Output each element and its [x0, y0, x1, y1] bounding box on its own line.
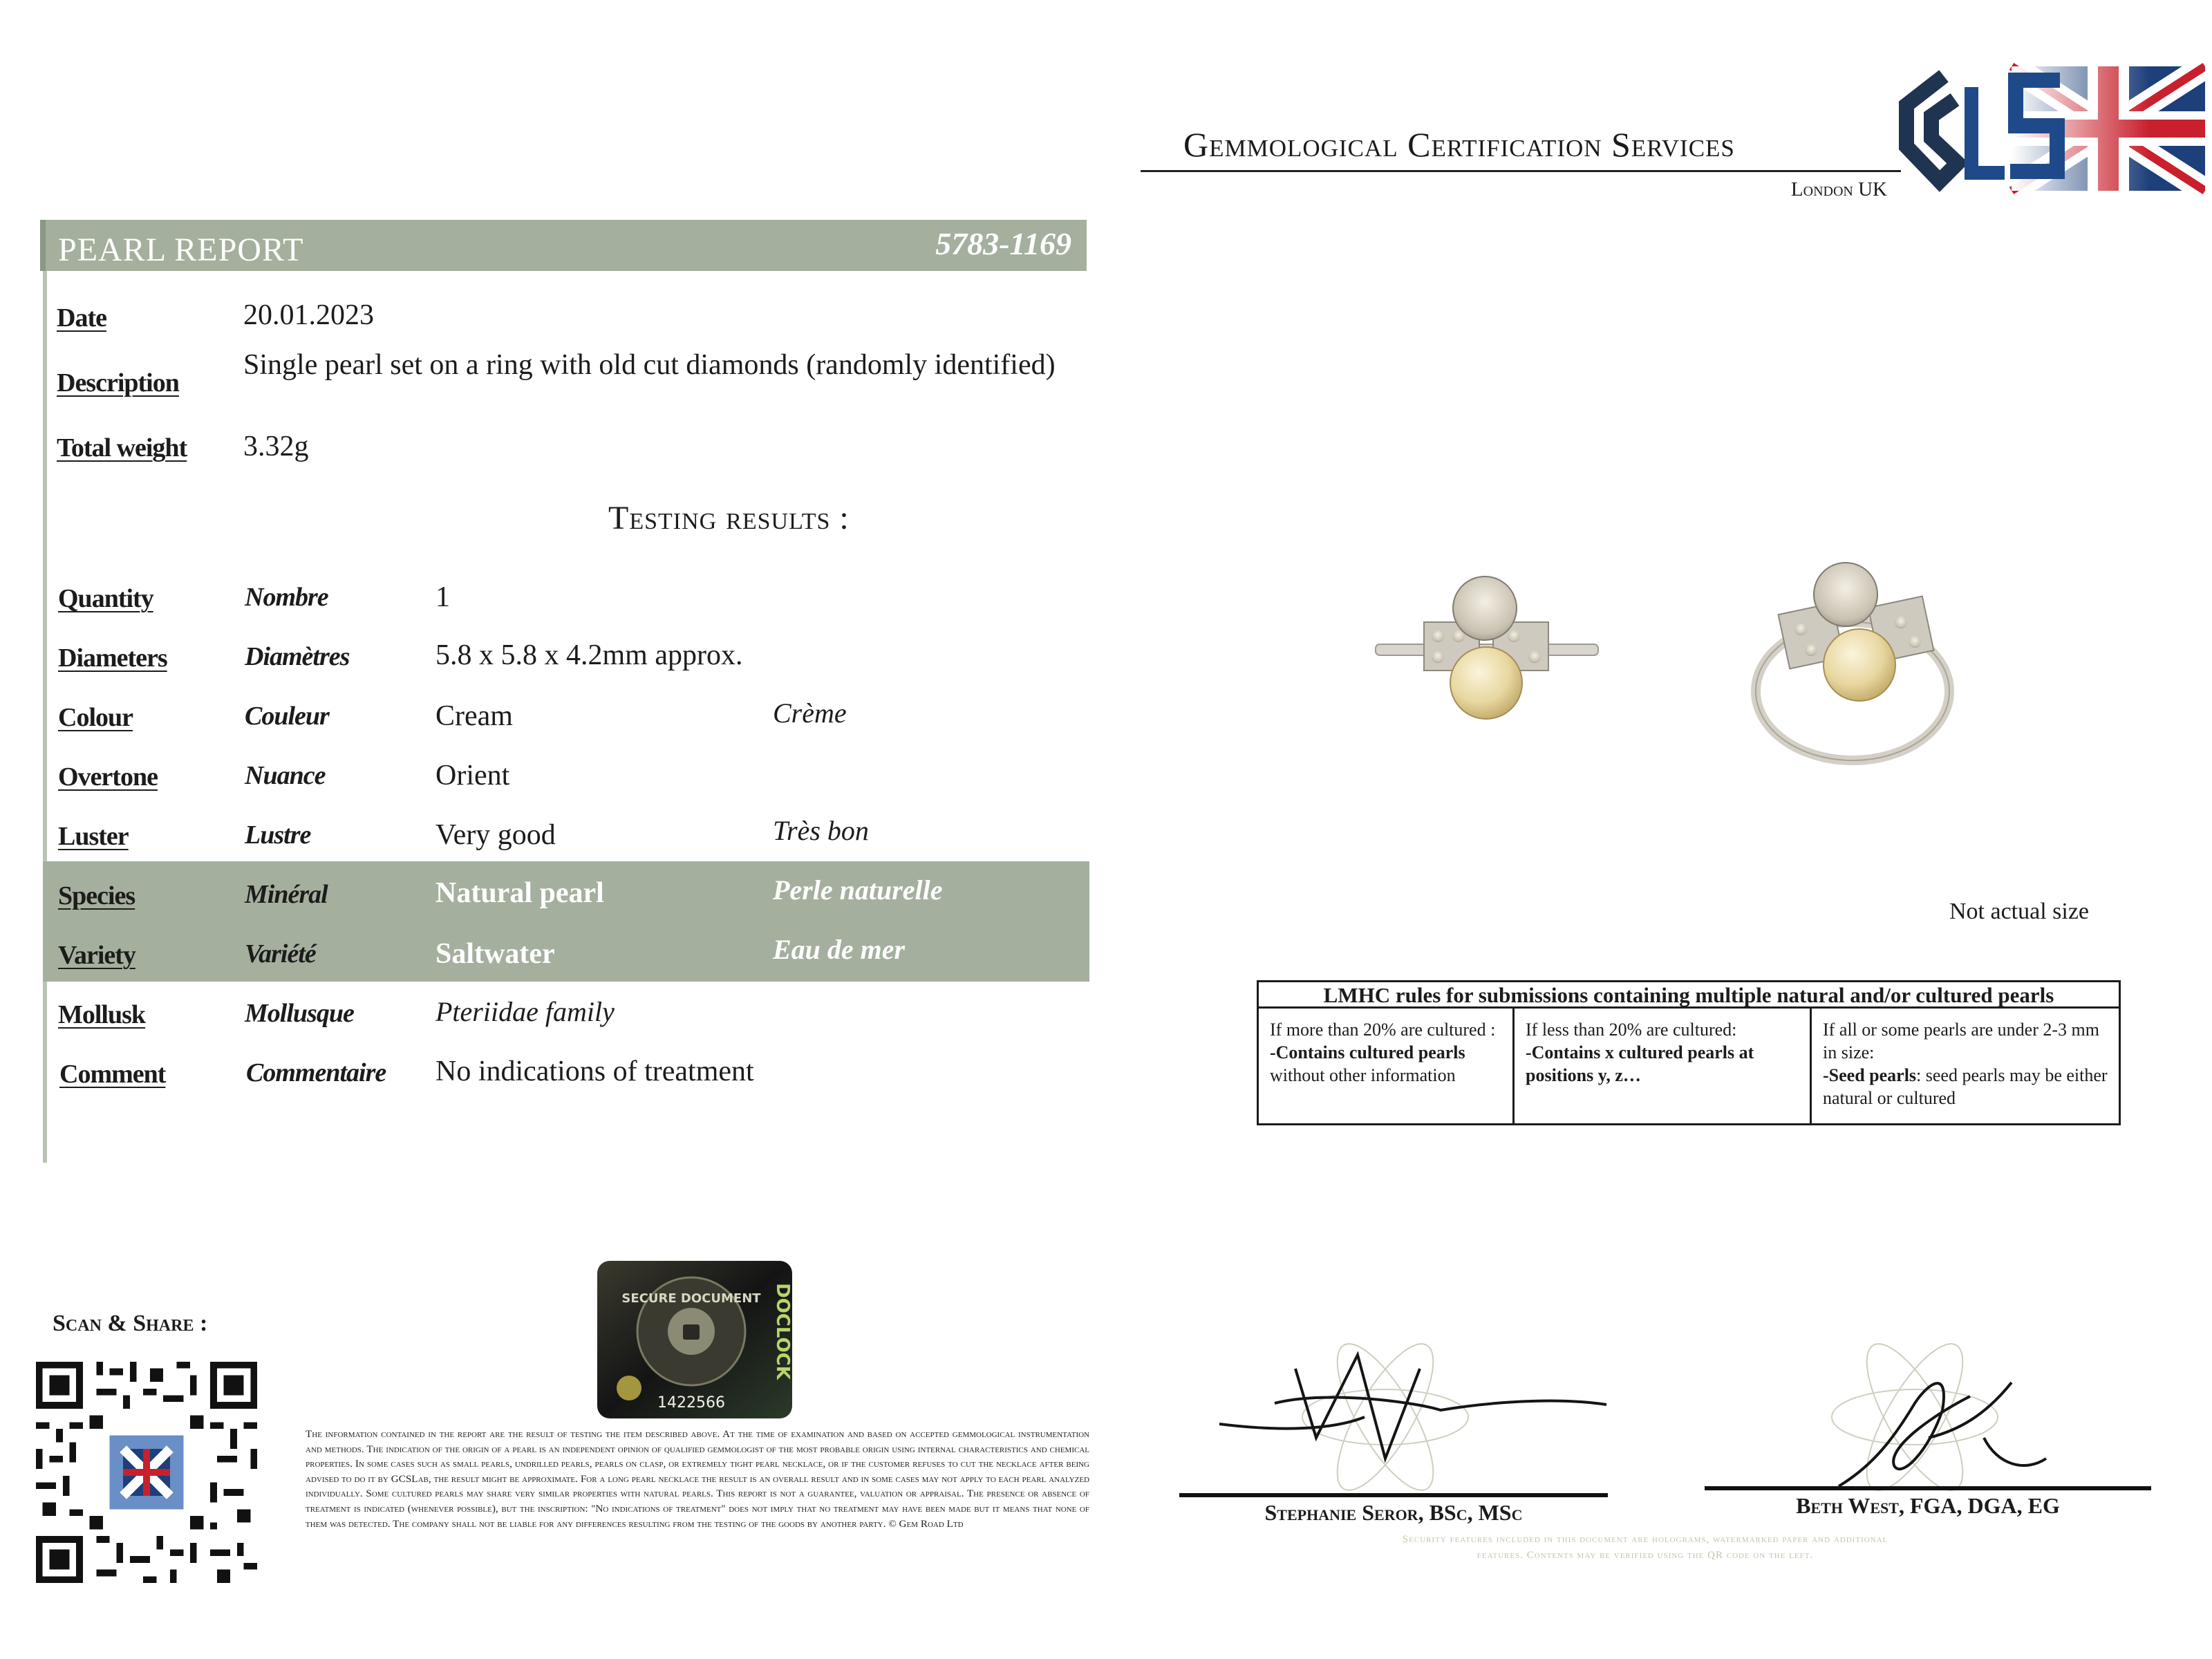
lmhc-col2-condition: If less than 20% are cultured: [1526, 1020, 1737, 1040]
description-label: Description [57, 368, 179, 397]
date-value: 20.01.2023 [243, 299, 374, 331]
mollusk-value: Pteriidae family [435, 996, 615, 1027]
ring-photographs [1369, 560, 1991, 774]
brand-divider [1141, 170, 1901, 172]
lmhc-col1-note: without other information [1270, 1065, 1456, 1085]
gcs-logo [1894, 59, 2205, 198]
luster-value: Very good [435, 819, 556, 851]
total-weight-label: Total weight [57, 433, 187, 462]
qr-code[interactable] [36, 1362, 257, 1583]
species-value: Natural pearl [435, 877, 604, 909]
signature-beth-west [1721, 1327, 2164, 1521]
lmhc-heading: LMHC rules for submissions containing multiple natural and/or cultured pearls [1259, 982, 2119, 1009]
luster-french-value: Très bon [773, 815, 869, 846]
ring-front-view [1376, 577, 1598, 719]
description-value: Single pearl set on a ring with old cut diamonds (randomly identified) [243, 349, 1056, 381]
colour-label: Colour [58, 703, 133, 732]
signer-1-name: Stephanie Seror, BSc, MSc [1264, 1500, 1523, 1525]
hologram-text: SECURE DOCUMENT [621, 1291, 761, 1306]
lmhc-rules-table [1257, 980, 2121, 1125]
report-number: 5783-1169 [935, 226, 1071, 261]
luster-french-label: Lustre [245, 821, 311, 850]
colour-french-label: Couleur [245, 702, 329, 731]
lmhc-col3-note: : seed pearls may be either natural or cultured [1823, 1065, 2108, 1108]
total-weight-value: 3.32g [243, 431, 309, 462]
qr-center-logo-icon [110, 1436, 184, 1510]
scan-share-label: Scan & Share : [53, 1311, 208, 1336]
overtone-french-label: Nuance [245, 761, 326, 790]
species-french-label: Minéral [245, 880, 328, 909]
variety-value: Saltwater [435, 938, 555, 970]
security-note: Security features included in this document are holograms, watermarked paper and additional features. Contents may be verified using the QR code on the left. [1402, 1534, 1888, 1561]
diameters-label: Diameters [58, 644, 167, 673]
overtone-value: Orient [435, 760, 510, 791]
signature-stephanie-seror [1192, 1327, 1634, 1521]
quantity-label: Quantity [58, 584, 153, 613]
diameters-french-label: Diamètres [245, 642, 350, 671]
signature-line-2 [1705, 1486, 2151, 1490]
comment-french-label: Commentaire [246, 1058, 386, 1087]
lmhc-col-less-than-20 [1515, 1009, 1812, 1123]
diameters-value: 5.8 x 5.8 x 4.2mm approx. [435, 639, 743, 671]
lmhc-col1-condition: If more than 20% are cultured : [1270, 1020, 1496, 1040]
date-label: Date [57, 303, 106, 332]
variety-french-label: Variété [245, 939, 316, 968]
testing-results-heading: Testing results : [608, 500, 850, 536]
legal-disclaimer: The information contained in the report are the result of testing the item described above. At the time of examination and based on accepted gemmological instrumentation and methods. The indication of the origin of a pearl is an independent opinion of qualified gemmologist of the most probable origin using internal characteristics and chemical properties. In some cases such as small pearls, undrilled pearls, pearls on clasp, or extremely tight pearl necklace, or if the customer refuses to cut the necklace after being advised to do it by GCSLab, the result might be approximate. For a long pearl necklace the result is an overall result and in some cases may not apply to each pearl analyzed individually. Some cultured pearls may share very similar properties with natural pearls. This report is not a guarantee, valuation or appraisal. The presence or absence of treatment is indicated (whenever possible), but the inscription: "No indications of treatment" does not imply that no treatment may have been made but it means that none of them was detected. The company shall not be liable for any differences resulting from the testing of the goods by another party. © Gem Road Ltd [306, 1428, 1089, 1530]
lmhc-col3-rule: -Seed pearls [1823, 1065, 1917, 1085]
report-title: PEARL REPORT [58, 232, 304, 268]
comment-label: Comment [59, 1060, 166, 1089]
quantity-french-label: Nombre [245, 583, 328, 612]
quantity-value: 1 [435, 581, 450, 613]
overtone-label: Overtone [58, 762, 158, 791]
brand-title: Gemmological Certification Services [1183, 125, 1735, 164]
variety-french-value: Eau de mer [773, 934, 906, 965]
signature-line-1 [1179, 1493, 1608, 1497]
lmhc-col-seed-pearls [1812, 1009, 2119, 1123]
not-actual-size-note: Not actual size [1949, 899, 2090, 924]
species-label: Species [58, 881, 135, 910]
hologram-brand: DOCLOCK [772, 1283, 793, 1380]
lmhc-col-more-than-20 [1259, 1009, 1515, 1123]
report-left-border [43, 271, 47, 1163]
lmhc-col2-rule: -Contains x cultured pearls at positions y, z… [1526, 1042, 1754, 1085]
brand-location: London UK [1790, 178, 1887, 200]
hologram-number: 1422566 [657, 1394, 725, 1412]
comment-value: No indications of treatment [435, 1056, 754, 1087]
ring-angled-view [1756, 563, 1949, 760]
signer-2-name: Beth West, FGA, DGA, EG [1796, 1493, 2060, 1518]
colour-value: Cream [435, 700, 513, 732]
luster-label: Luster [58, 822, 129, 851]
species-french-value: Perle naturelle [773, 874, 943, 906]
logo-text: GCS [1894, 59, 1895, 60]
mollusk-french-label: Mollusque [245, 999, 354, 1028]
colour-french-value: Crème [773, 697, 847, 729]
mollusk-label: Mollusk [58, 1000, 146, 1029]
doclock-hologram [596, 1259, 794, 1420]
variety-label: Variety [58, 941, 135, 970]
lmhc-col1-rule: -Contains cultured pearls [1270, 1042, 1465, 1062]
lmhc-col3-condition: If all or some pearls are under 2-3 mm in size: [1823, 1020, 2099, 1062]
